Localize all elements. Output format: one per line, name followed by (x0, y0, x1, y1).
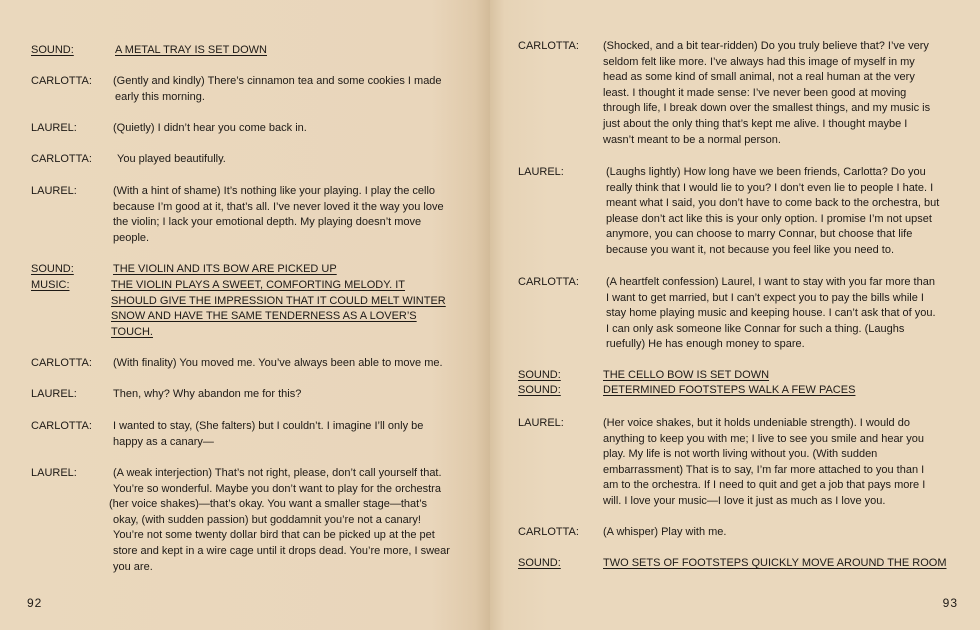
dialogue-line: anything to keep you with me; I live to see you smile and hear you (603, 432, 925, 445)
dialogue-line: THE VIOLIN AND ITS BOW ARE PICKED UP (113, 263, 337, 275)
right-entry-7 (518, 525, 958, 541)
dialogue-line: TWO SETS OF FOOTSTEPS QUICKLY MOVE AROUND THE ROOM (603, 557, 947, 569)
speaker-label: CARLOTTA: (518, 526, 579, 538)
dialogue-line: (A heartfelt confession) Laurel, I want to stay with you far more than (606, 276, 935, 288)
dialogue-line: please don’t act like this is your only option. I promise I’m not upset (606, 212, 932, 225)
dialogue-line: people. (113, 231, 150, 244)
left-entry-6 (31, 262, 471, 278)
dialogue-line: am to the orchestra. If I need to quit and get a job that pays more I (603, 479, 926, 492)
dialogue-line: anymore, you can choose to marry Connar, but choose that life (606, 228, 913, 241)
speaker-label: CARLOTTA: (518, 276, 579, 288)
dialogue-line: (A whisper) Play with me. (603, 526, 727, 538)
dialogue-line: the violin; I lack your emotional depth. My playing doesn’t move (113, 216, 422, 229)
speaker-label: CARLOTTA: (31, 420, 92, 432)
dialogue-line: I wanted to stay, (She falters) but I couldn’t. I imagine I’ll only be (113, 420, 424, 432)
speaker-label: SOUND: (518, 557, 561, 569)
dialogue-line: TOUCH. (111, 325, 153, 338)
speaker-label: CARLOTTA: (31, 357, 92, 369)
dialogue-line: (Quietly) I didn’t hear you come back in. (113, 122, 307, 134)
dialogue-line: will. I love your music—I love it just as much as I love you. (603, 495, 886, 507)
left-entry-5 (31, 184, 471, 246)
speaker-label: SOUND: (31, 263, 74, 275)
dialogue-line: THE CELLO BOW IS SET DOWN (603, 369, 770, 381)
speaker-label: SOUND: (518, 369, 561, 381)
dialogue-line: embarrassment) That is to say, I’m far more attached to you than I (603, 463, 925, 476)
dialogue-line: (Laughs lightly) How long have we been friends, Carlotta? Do you (606, 166, 926, 178)
dialogue-line: head as some kind of small animal, not a real human at the very (603, 71, 915, 84)
dialogue-line: okay, (with sudden passion) but goddamnit you’re not a canary! (113, 513, 421, 526)
right-entry-1 (518, 39, 958, 148)
dialogue-line: I want to get married, but I can’t expect you to pay the bills while I (606, 291, 924, 304)
speaker-label: CARLOTTA: (31, 75, 92, 87)
speaker-label: CARLOTTA: (31, 153, 92, 165)
dialogue-line: really think that I would lie to you? I don’t even lie to people I hate. I (606, 181, 934, 194)
speaker-label: CARLOTTA: (518, 40, 579, 52)
dialogue-line: because you want it, not because you feel like you need to. (606, 244, 895, 256)
dialogue-line: seldom felt like more. I’ve always had this image of myself in my (603, 55, 915, 68)
dialogue-line: play. My life is not worth living without you. (With sudden (603, 448, 878, 461)
dialogue-line: SNOW AND HAVE THE SAME TENDERNESS AS A LOVER’S (111, 310, 417, 323)
dialogue-line: You’re so wonderful. Maybe you don’t want to play for the orchestra (113, 482, 441, 495)
dialogue-line: THE VIOLIN PLAYS A SWEET, COMFORTING MELODY. IT (111, 279, 406, 291)
dialogue-line: early this morning. (115, 90, 205, 103)
dialogue-line: happy as a canary— (113, 435, 214, 448)
dialogue-line: least. I thought it made sense: I’ve never been good at moving (603, 86, 907, 99)
dialogue-line: You’re not some twenty dollar bird that can be picked up at the pet (113, 529, 435, 542)
left-entry-8 (31, 356, 471, 372)
dialogue-line: through life, I break down over the smallest things, and my music is (603, 102, 931, 115)
dialogue-line: (With a hint of shame) It’s nothing like your playing. I play the cello (113, 185, 436, 197)
speaker-label: SOUND: (518, 384, 561, 396)
dialogue-line: DETERMINED FOOTSTEPS WALK A FEW PACES (603, 384, 856, 396)
right-entry-4 (518, 368, 958, 384)
right-entry-5 (518, 383, 958, 399)
page-number-left: 92 (27, 596, 43, 610)
right-page (490, 0, 980, 630)
left-entry-7 (31, 278, 471, 340)
left-entry-4 (31, 152, 471, 168)
page-number-right: 93 (942, 596, 958, 610)
right-entry-8 (518, 556, 958, 572)
left-entry-9 (31, 387, 471, 403)
dialogue-line: stay home playing music and keeping house. I can’t ask that of you. (606, 307, 936, 320)
dialogue-line: (her voice shakes)—that’s okay. You want a smaller stage—that’s (109, 498, 427, 511)
dialogue-line: (With finality) You moved me. You’ve always been able to move me. (113, 357, 443, 369)
speaker-label: MUSIC: (31, 279, 70, 291)
dialogue-line: ruefully) He has enough money to spare. (606, 338, 805, 351)
dialogue-line: Then, why? Why abandon me for this? (113, 388, 302, 400)
left-entry-3 (31, 121, 471, 137)
dialogue-line: SHOULD GIVE THE IMPRESSION THAT IT COULD MELT WINTER (111, 294, 446, 307)
dialogue-line: (Gently and kindly) There’s cinnamon tea and some cookies I made (113, 75, 442, 87)
right-entry-6 (518, 416, 958, 510)
speaker-label: LAUREL: (31, 122, 77, 134)
left-entry-10 (31, 419, 471, 450)
dialogue-line: because I’m good at it, that’s all. I’ve never loved it the way you love (113, 200, 444, 213)
dialogue-line: (Her voice shakes, but it holds undeniable strength). I would do (603, 417, 910, 429)
right-entry-2 (518, 165, 958, 259)
speaker-label: LAUREL: (31, 467, 77, 479)
dialogue-line: meant what I said, you don’t have to come back to the orchestra, but (606, 197, 940, 210)
speaker-label: LAUREL: (31, 185, 77, 197)
dialogue-line: You played beautifully. (117, 153, 226, 165)
speaker-label: LAUREL: (31, 388, 77, 400)
speaker-label: SOUND: (31, 44, 74, 56)
dialogue-line: (Shocked, and a bit tear-ridden) Do you truly believe that? I’ve very (603, 40, 929, 52)
dialogue-line: (A weak interjection) That’s not right, please, don’t call yourself that. (113, 467, 442, 479)
right-entry-3 (518, 275, 958, 353)
dialogue-line: wasn’t meant to be a normal person. (603, 133, 781, 146)
speaker-label: LAUREL: (518, 417, 564, 429)
left-entry-11 (31, 466, 471, 575)
left-entry-1 (31, 43, 471, 59)
dialogue-line: I can only ask someone like Connar for such a thing. (Laughs (606, 322, 905, 335)
speaker-label: LAUREL: (518, 166, 564, 178)
dialogue-line: you are. (113, 560, 153, 573)
left-entry-2 (31, 74, 471, 105)
dialogue-line: store and kept in a wire cage until it drops dead. You’re more, I swear (113, 545, 450, 557)
dialogue-line: A METAL TRAY IS SET DOWN (115, 44, 267, 56)
dialogue-line: just about the only thing that’s kept me alive. I thought maybe I (603, 118, 908, 130)
